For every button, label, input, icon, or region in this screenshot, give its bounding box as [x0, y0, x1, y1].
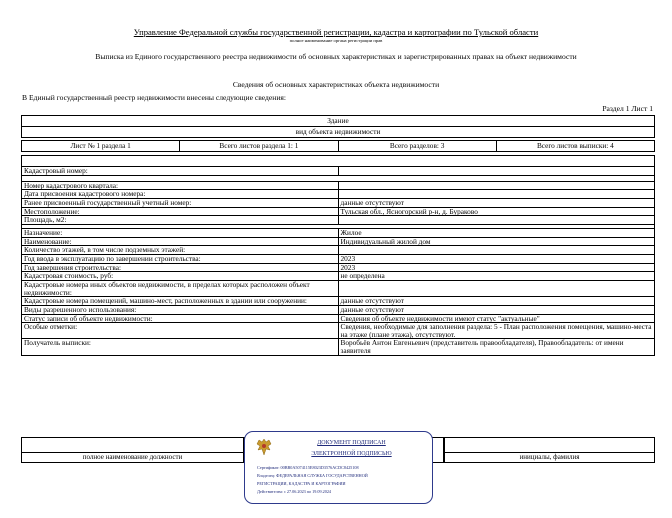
- row-value: данные отсутствуют: [338, 297, 655, 306]
- row-value: не определена: [338, 272, 655, 281]
- position-label: полное наименование должности: [22, 452, 243, 461]
- row-label: Площадь, м2:: [22, 216, 339, 225]
- row-label: Год завершения строительства:: [22, 263, 339, 272]
- row-value: Сведения об объекте недвижимости имеют статус "актуальные": [338, 314, 655, 323]
- sheets-in-section: Всего листов раздела 1: 1: [180, 141, 338, 152]
- row-value: Индивидуальный жилой дом: [338, 237, 655, 246]
- row-label: Год ввода в эксплуатацию по завершении строительства:: [22, 254, 339, 263]
- stamp-line-2: ЭЛЕКТРОННОЙ ПОДПИСЬЮ: [311, 451, 392, 457]
- sheet-info-table: [21, 140, 655, 152]
- table-row: [22, 323, 655, 339]
- row-value: [338, 280, 655, 296]
- table-row: [22, 207, 655, 216]
- stamp-owner-1: Владелец: ФЕДЕРАЛЬНАЯ СЛУЖБА ГОСУДАРСТВЕННОЙ: [257, 473, 368, 478]
- row-label: Кадастровый номер:: [22, 167, 339, 176]
- row-label: Ранее присвоенный государственный учетный номер:: [22, 198, 339, 207]
- table-row: [22, 280, 655, 296]
- total-sections: Всего разделов: 3: [338, 141, 496, 152]
- total-sheets: Всего листов выписки: 4: [496, 141, 654, 152]
- info-title: Сведения об основных характеристиках объекта недвижимости: [232, 80, 440, 89]
- stamp-certificate: Сертификат: 00BB0A5074115E8023D3576ACDC8425108: [257, 465, 359, 470]
- row-value: Жилое: [338, 228, 655, 237]
- eagle-emblem-icon: [253, 436, 275, 458]
- row-value: Тульская обл., Ясногорский р-н, д. Бураково: [338, 207, 655, 216]
- row-value: 2023: [338, 263, 655, 272]
- intro-text: В Единый государственный реестр недвижимости внесены следующие сведения:: [22, 93, 286, 102]
- row-label: Статус записи об объекте недвижимости:: [22, 314, 339, 323]
- position-cell: [21, 437, 244, 463]
- e-signature-stamp: [244, 431, 433, 504]
- stamp-line-1: ДОКУМЕНТ ПОДПИСАН: [317, 440, 386, 446]
- row-value: [338, 181, 655, 190]
- row-value: Воробьёв Антон Евгеньевич (представитель правообладателя), Правообладатель: от имени заявителя: [338, 339, 655, 355]
- table-row: [22, 339, 655, 355]
- row-label: Получатель выписки:: [22, 339, 339, 355]
- row-value: [338, 167, 655, 176]
- object-type: Здание: [22, 116, 655, 127]
- initials-label: инициалы, фамилия: [445, 452, 654, 461]
- row-label: Дата присвоения кадастрового номера:: [22, 190, 339, 199]
- characteristics-table: [21, 155, 655, 356]
- row-label: Виды разрешенного использования:: [22, 305, 339, 314]
- row-label: Количество этажей, в том числе подземных этажей:: [22, 246, 339, 255]
- extract-title: Выписка из Единого государственного реестра недвижимости об основных характеристиках и зарегистрированных правах на объект недвижимости: [95, 52, 577, 61]
- row-value: 2023: [338, 254, 655, 263]
- organization-name: Управление Федеральной службы государственной регистрации, кадастра и картографии по Тульской области: [133, 27, 539, 37]
- row-label: Кадастровая стоимость, руб:: [22, 272, 339, 281]
- sheet-number: Лист № 1 раздела 1: [22, 141, 180, 152]
- object-type-table: [21, 115, 655, 138]
- object-type-label: вид объекта недвижимости: [22, 127, 655, 138]
- blank-row: [22, 156, 655, 167]
- row-label: Назначение:: [22, 228, 339, 237]
- table-row: [22, 254, 655, 263]
- initials-cell: [444, 437, 655, 463]
- row-value: [338, 216, 655, 225]
- row-label: Наименование:: [22, 237, 339, 246]
- row-value: данные отсутствуют: [338, 305, 655, 314]
- stamp-owner-2: РЕГИСТРАЦИИ, КАДАСТРА И КАРТОГРАФИИ: [257, 481, 346, 486]
- row-value: Сведения, необходимые для заполнения раздела: 5 - План расположения помещения, машино-места на этаже (плане этажа), отсутствуют.: [338, 323, 655, 339]
- row-label: Номер кадастрового квартала:: [22, 181, 339, 190]
- table-row: [22, 263, 655, 272]
- table-row: [22, 216, 655, 225]
- stamp-valid: Действителен: с 27.06.2023 по 19.09.2024: [257, 489, 332, 494]
- table-row: [22, 167, 655, 176]
- organization-note: полное наименование органа регистрации прав: [289, 38, 383, 43]
- row-value: данные отсутствуют: [338, 198, 655, 207]
- row-label: Особые отметки:: [22, 323, 339, 339]
- row-value: [338, 246, 655, 255]
- row-label: Кадастровые номера иных объектов недвижимости, в пределах которых расположен объект недвижимости:: [22, 280, 339, 296]
- row-label: Кадастровые номера помещений, машино-мест, расположенных в здании или сооружении:: [22, 297, 339, 306]
- section-ref: Раздел 1 Лист 1: [602, 104, 653, 113]
- table-row: [22, 198, 655, 207]
- table-row: [22, 228, 655, 237]
- row-label: Местоположение:: [22, 207, 339, 216]
- table-row: [22, 305, 655, 314]
